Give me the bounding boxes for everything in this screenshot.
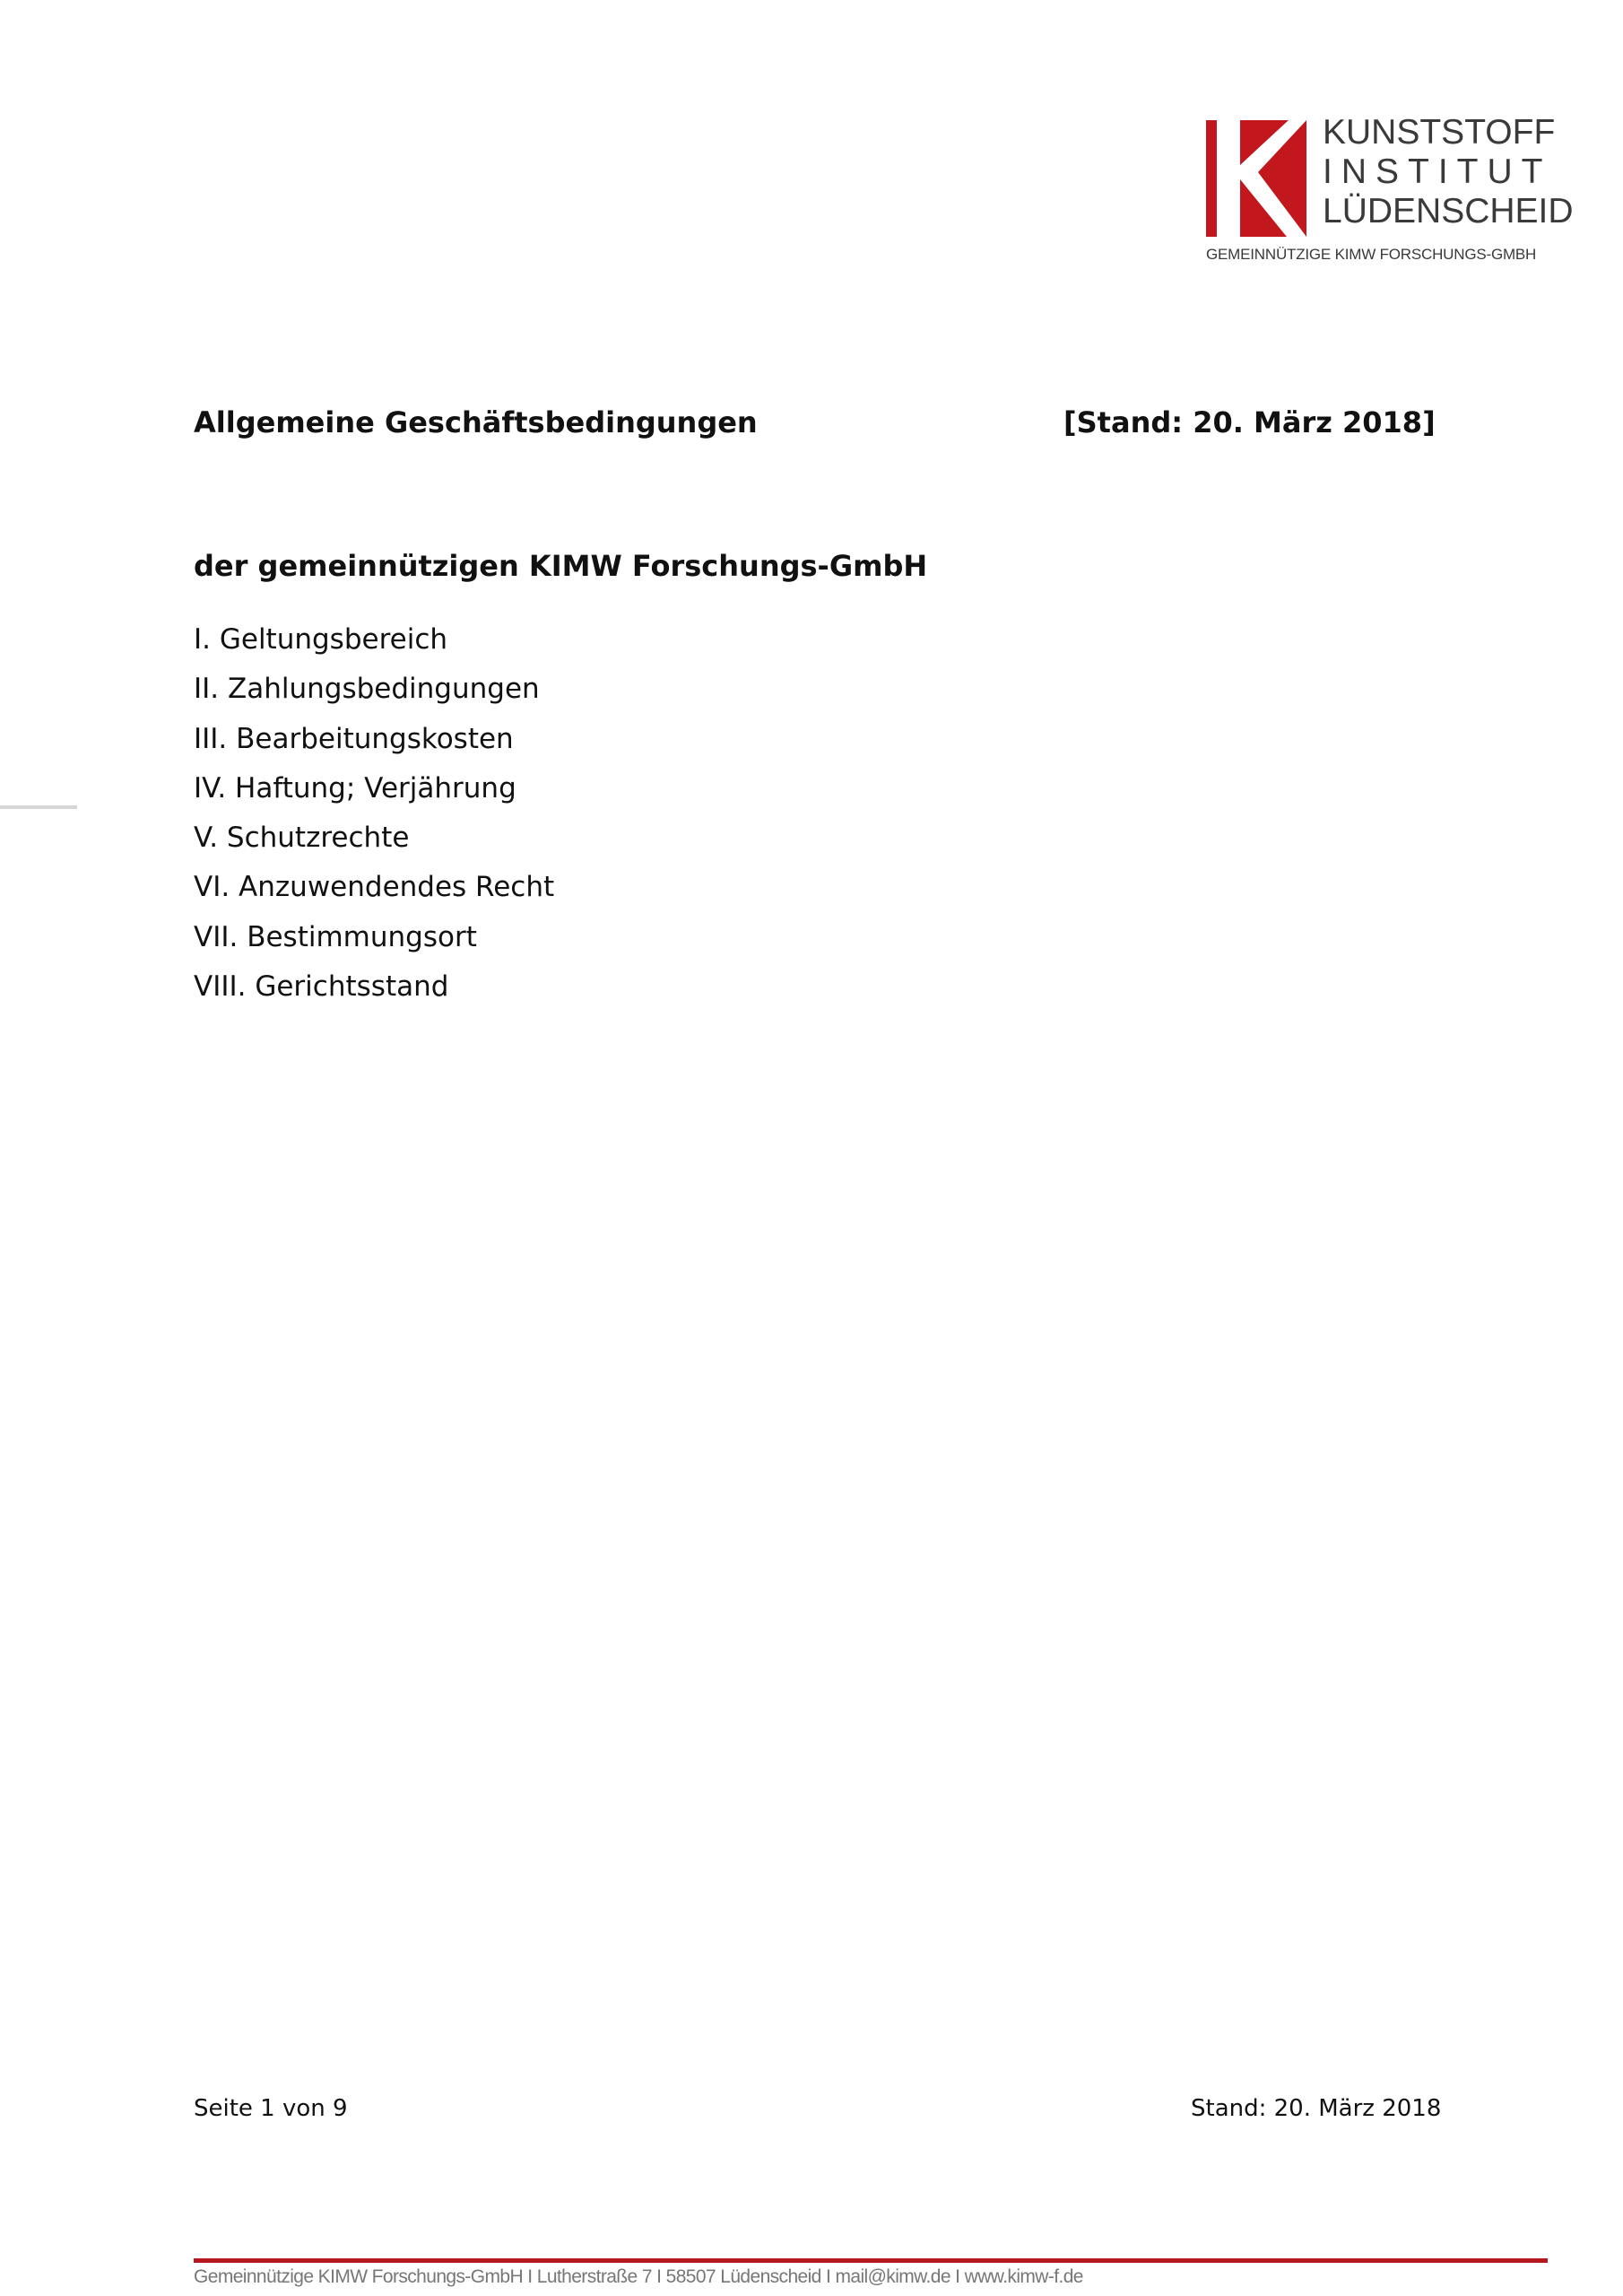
logo-line-2: INSTITUT [1323, 152, 1552, 191]
document-subtitle: der gemeinnützigen KIMW Forschungs-GmbH [194, 549, 928, 583]
toc-item: III. Bearbeitungskosten [194, 722, 514, 755]
company-logo [1206, 113, 1574, 269]
document-title: Allgemeine Geschäftsbedingungen [194, 405, 758, 439]
toc-item: VI. Anzuwendendes Recht [194, 871, 555, 904]
logo-subline: GEMEINNÜTZIGE KIMW FORSCHUNGS-GMBH [1206, 246, 1537, 263]
logo-line-3: LÜDENSCHEID [1323, 192, 1574, 230]
toc-item: VIII. Gerichtsstand [194, 970, 449, 1004]
toc-item: II. Zahlungsbedingungen [194, 673, 540, 706]
toc-item: I. Geltungsbereich [194, 623, 448, 656]
footer-divider [194, 2258, 1548, 2263]
footer-company-info: Gemeinnützige KIMW Forschungs-GmbH I Lutherstraße 7 I 58507 Lüdenscheid I mail@kimw.de I www.kimw-f.de [194, 2266, 1083, 2287]
footer-stand-date: Stand: 20. März 2018 [1191, 2095, 1442, 2122]
toc-item: IV. Haftung; Verjährung [194, 771, 516, 804]
document-stand-date: [Stand: 20. März 2018] [1063, 405, 1436, 439]
logo-k-mark-icon [1206, 120, 1306, 237]
toc-item: V. Schutzrechte [194, 822, 410, 855]
logo-line-1: KUNSTSTOFF [1323, 113, 1556, 152]
logo-wordmark [1323, 115, 1574, 233]
toc-item: VII. Bestimmungsort [194, 920, 477, 953]
table-of-contents [194, 622, 554, 1018]
page-number: Seite 1 von 9 [194, 2095, 348, 2122]
fold-mark [0, 805, 77, 809]
